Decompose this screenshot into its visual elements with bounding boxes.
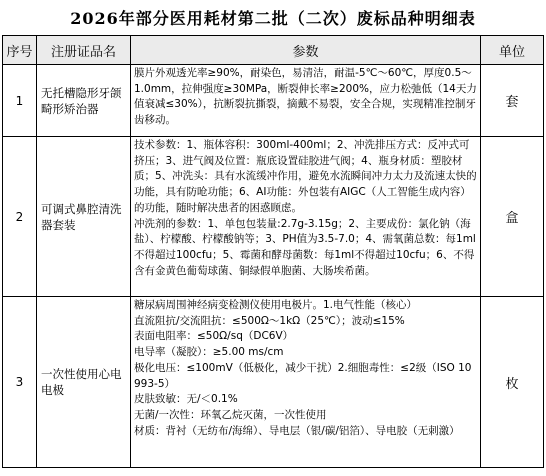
row-params <box>131 137 481 297</box>
row-index: 2 <box>3 137 37 297</box>
row-unit: 盒 <box>481 137 544 297</box>
document-title: 2026年部分医用耗材第二批（二次）废标品种明细表 <box>70 9 476 28</box>
header-name: 注册证品名 <box>37 36 131 65</box>
param-line: 无菌/一次性：环氧乙烷灭菌，一次性使用 <box>134 408 327 421</box>
header-params: 参数 <box>131 36 481 65</box>
row-index: 1 <box>3 65 37 137</box>
param-line: 电导率（凝胶）：≥5.00 ms/cm <box>134 346 284 359</box>
row-product-name: 无托槽隐形牙颌畸形矫治器 <box>37 65 131 137</box>
header-unit: 单位 <box>481 36 544 65</box>
param-paragraph: 技术参数：1、瓶体容积：300ml-400ml；2、冲洗排压方式：反冲式可挤压；3、进气阀及位置：瓶底设置硅胶进气阀；4、瓶身材质：塑胶材质；5、冲洗头：具有水流缓冲作用，避免水流瞬间冲力太力及流速太快的功能，具有防呛功能；6、AI功能：外包装有AIGC（人工智能生成内容）的功能，随时解决患者的困惑顾虑。 <box>134 139 477 214</box>
param-line: 糖尿病周围神经病变检测仪使用电极片。1.电气性能（核心） <box>134 299 418 311</box>
row-product-name: 可调式鼻腔清洗器套装 <box>37 137 131 297</box>
param-line: 直流阻抗/交流阻抗：≤500Ω～1kΩ（25℃）；波动≤15% <box>134 314 405 327</box>
param-paragraph: 膜片外观透光率≥90%，耐染色，易清洁，耐温-5℃～60℃，厚度0.5～1.0mm，拉伸强度≥30MPa，断裂伸长率≥200%，应力松弛低（14天力值衰减≤30%），抗断裂抗撕裂，摘戴不易裂，安全合规，实现精准控制牙齿移动。 <box>134 67 477 127</box>
param-line: 材质：背衬（无纺布/海绵）、导电层（银/碳/铝箔）、导电胶（无刺激） <box>134 424 460 437</box>
spec-table <box>2 35 544 468</box>
row-params <box>131 297 481 468</box>
table-row <box>3 137 544 297</box>
table-row <box>3 297 544 468</box>
row-product-name: 一次性使用心电电极 <box>37 297 131 468</box>
table-row <box>3 65 544 137</box>
row-params <box>131 65 481 137</box>
param-line: 极化电压：≤100mV（低极化，减少干扰）2.细胞毒性：≤2级（ISO 10993-5） <box>134 361 472 390</box>
param-line: 表面电阻率：≤50Ω/sq（DC6V） <box>134 330 294 343</box>
row-unit: 枚 <box>481 297 544 468</box>
table-header-row <box>3 36 544 65</box>
param-paragraph: 冲洗剂的参数：1、单包包装量:2.7g-3.15g；2、主要成份：氯化钠（海盐）、柠檬酸、柠檬酸钠等；3、PH值为3.5-7.0；4、需氧菌总数：每1ml不得超过100cfu；5、霉菌和酵母菌数：每1ml不得超过10cfu；6、不得含有金黄色葡萄球菌、铜绿假单胞菌、大肠埃希菌。 <box>134 217 476 277</box>
row-unit: 套 <box>481 65 544 137</box>
param-line: 皮肤致敏：无/＜0.1% <box>134 393 238 406</box>
header-index: 序号 <box>3 36 37 65</box>
row-index: 3 <box>3 297 37 468</box>
